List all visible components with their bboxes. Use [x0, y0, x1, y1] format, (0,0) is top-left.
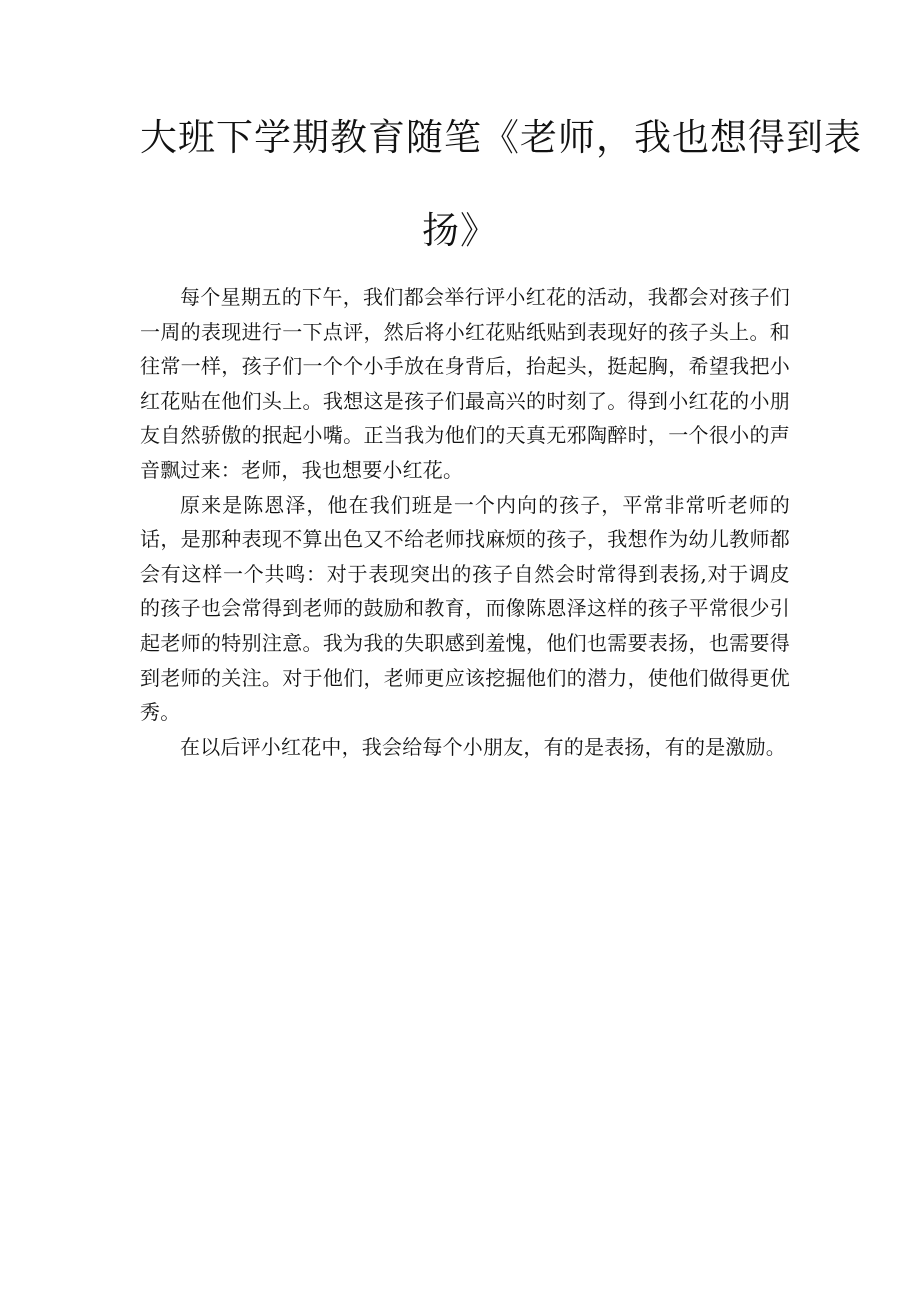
document-body	[140, 280, 790, 764]
document-title	[140, 108, 862, 261]
title-line-1: 大班下学期教育随笔《老师，我也想得到表	[140, 116, 862, 159]
paragraph-3: 在以后评小红花中，我会给每个小朋友，有的是表扬，有的是激励。	[180, 734, 786, 759]
title-line-2: 扬》	[422, 209, 498, 252]
paragraph-1: 每个星期五的下午，我们都会举行评小红花的活动，我都会对孩子们一周的表现进行一下点评，然后将小红花贴纸贴到表现好的孩子头上。和往常一样，孩子们一个个小手放在身背后，抬起头，挺起胸，希望我把小红花贴在他们头上。我想这是孩子们最高兴的时刻了。得到小红花的小朋友自然骄傲的抿起小嘴。正当我为他们的天真无邪陶醉时，一个很小的声音飘过来：老师，我也想要小红花。	[140, 285, 790, 482]
paragraph-2: 原来是陈恩泽，他在我们班是一个内向的孩子，平常非常听老师的话，是那种表现不算出色又不给老师找麻烦的孩子，我想作为幼儿教师都会有这样一个共鸣：对于表现突出的孩子自然会时常得到表扬,对于调皮的孩子也会常得到老师的鼓励和教育，而像陈恩泽这样的孩子平常很少引起老师的特别注意。我为我的失职感到羞愧，他们也需要表扬，也需要得到老师的关注。对于他们，老师更应该挖掘他们的潜力，使他们做得更优秀。	[140, 492, 790, 725]
